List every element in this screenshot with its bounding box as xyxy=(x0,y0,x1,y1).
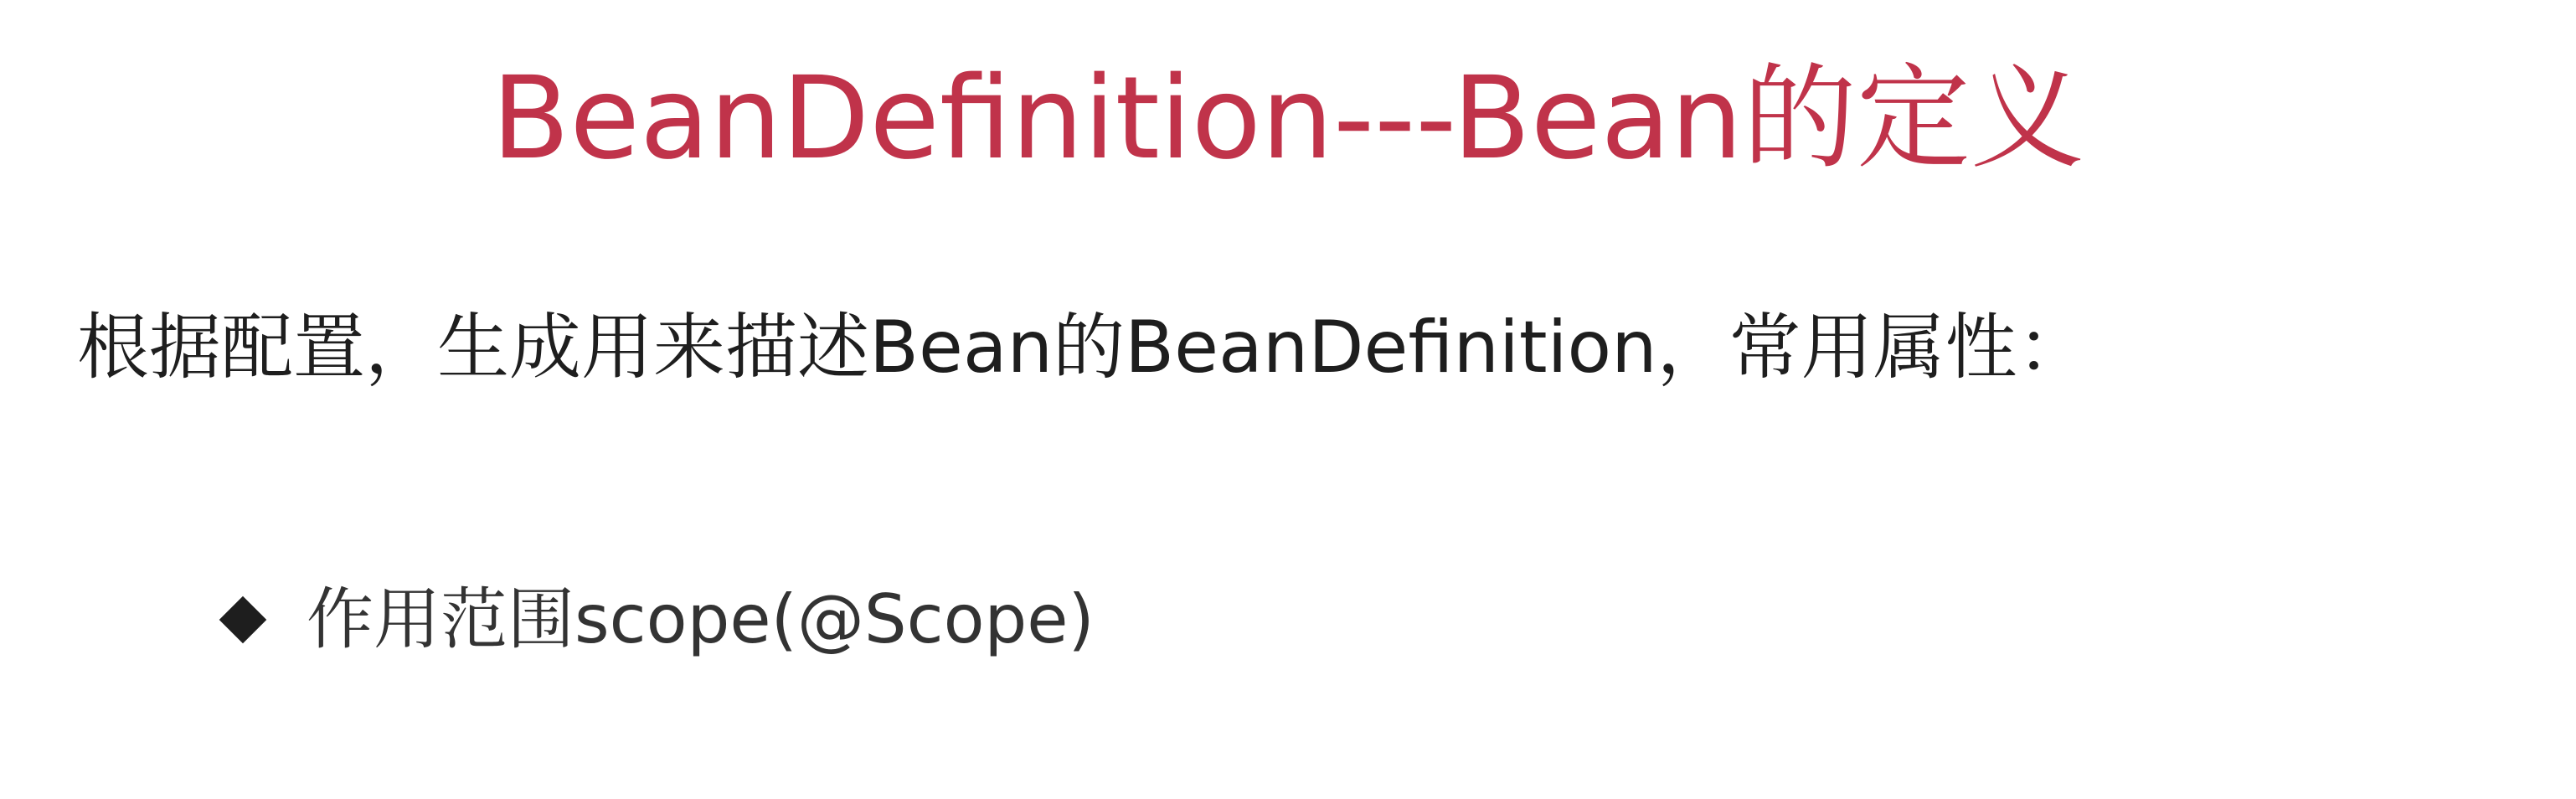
bullet-list xyxy=(219,576,1095,663)
diamond-bullet-icon xyxy=(219,596,266,643)
slide-title: BeanDefinition---Bean的定义 xyxy=(492,53,2084,185)
bullet-text: 作用范围scope(@Scope) xyxy=(307,580,1095,658)
list-item xyxy=(219,576,1095,663)
intro-text: 根据配置，生成用来描述Bean的BeanDefinition，常用属性： xyxy=(77,306,2089,389)
